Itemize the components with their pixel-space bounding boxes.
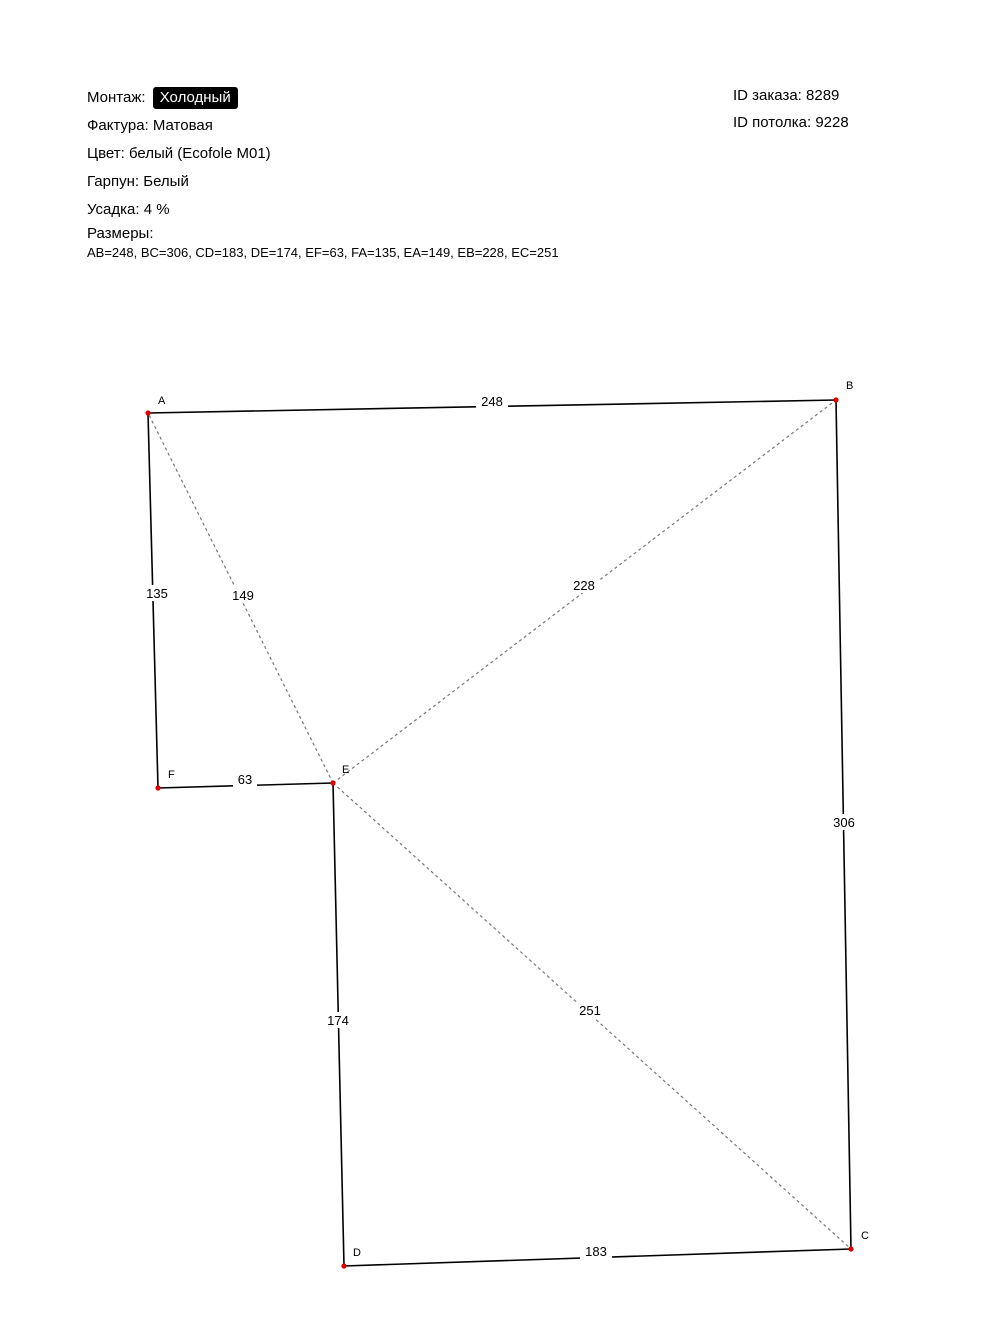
sizes-label: Размеры:: [87, 225, 154, 242]
diagonal-lines: [148, 400, 851, 1249]
vertex-label-a: A: [158, 395, 166, 407]
harpoon-value: Белый: [143, 173, 189, 190]
texture-value: Матовая: [152, 117, 213, 134]
vertex-label-f: F: [168, 769, 175, 781]
length-label-ef: 63: [237, 772, 253, 787]
order-id-label: ID заказа:: [733, 87, 802, 104]
color-label: Цвет:: [87, 145, 125, 162]
length-labels: [141, 393, 860, 1259]
length-label-cd: 183: [585, 1244, 607, 1259]
texture-label: Фактура:: [87, 117, 149, 134]
vertex-label-c: C: [861, 1230, 869, 1242]
vertex-point-f: [155, 785, 160, 790]
mount-label: Монтаж:: [87, 89, 146, 106]
wall-lines: [148, 400, 851, 1266]
vertex-labels: [158, 380, 869, 1259]
vertex-label-e: E: [342, 764, 350, 776]
length-label-de: 174: [327, 1013, 349, 1028]
vertex-point-a: [145, 410, 150, 415]
length-label-ea: 149: [232, 588, 254, 603]
vertex-point-b: [833, 397, 838, 402]
length-label-ab: 248: [481, 394, 503, 409]
ceiling-id-value: 9228: [815, 114, 849, 131]
color-value: белый (Ecofole M01): [128, 145, 271, 162]
order-id-value: 8289: [806, 87, 840, 104]
length-label-ec: 251: [579, 1003, 601, 1018]
sizes-list: AB=248, BC=306, CD=183, DE=174, EF=63, FA=135, EA=149, EB=228, EC=251: [87, 245, 559, 260]
vertex-label-b: B: [846, 380, 854, 392]
vertex-point-d: [341, 1263, 346, 1268]
shrink-value: 4 %: [143, 201, 170, 218]
length-label-fa: 135: [146, 586, 168, 601]
vertex-label-d: D: [353, 1247, 361, 1259]
shrink-label: Усадка:: [87, 201, 140, 218]
length-label-bc: 306: [833, 815, 855, 830]
vertex-points: [145, 397, 853, 1268]
ceiling-id-label: ID потолка:: [733, 114, 812, 131]
mount-badge: Холодный: [153, 87, 238, 109]
length-label-eb: 228: [573, 578, 595, 593]
vertex-point-c: [848, 1246, 853, 1251]
vertex-point-e: [330, 780, 335, 785]
harpoon-label: Гарпун:: [87, 173, 140, 190]
